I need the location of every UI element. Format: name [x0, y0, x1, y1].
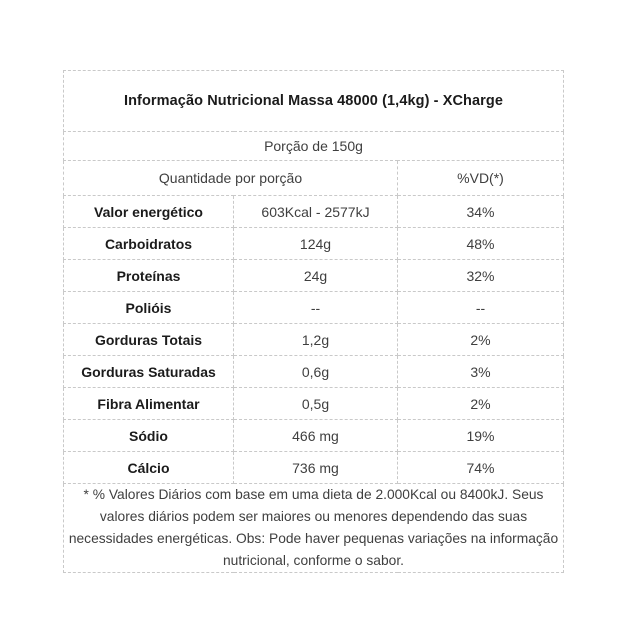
nutrient-label: Valor energético: [64, 196, 234, 228]
nutrient-vd: 2%: [398, 324, 564, 356]
portion-size: Porção de 150g: [64, 132, 564, 161]
table-row: [64, 388, 564, 420]
nutrient-quantity: 736 mg: [234, 452, 398, 484]
nutrient-quantity: 1,2g: [234, 324, 398, 356]
table-title: Informação Nutricional Massa 48000 (1,4kg) - XCharge: [64, 71, 564, 132]
nutrient-label: Sódio: [64, 420, 234, 452]
nutrient-label: Polióis: [64, 292, 234, 324]
column-header-quantity: Quantidade por porção: [64, 161, 398, 196]
nutrient-vd: 48%: [398, 228, 564, 260]
nutrient-label: Proteínas: [64, 260, 234, 292]
table-row: [64, 196, 564, 228]
nutrient-vd: 34%: [398, 196, 564, 228]
nutrient-vd: 74%: [398, 452, 564, 484]
nutrient-quantity: 0,6g: [234, 356, 398, 388]
nutrient-quantity: 0,5g: [234, 388, 398, 420]
nutrient-quantity: 124g: [234, 228, 398, 260]
table-row: [64, 228, 564, 260]
nutrient-vd: 2%: [398, 388, 564, 420]
table-row: [64, 356, 564, 388]
nutrient-quantity: 24g: [234, 260, 398, 292]
table-row: [64, 324, 564, 356]
table-row: [64, 420, 564, 452]
nutrient-quantity: --: [234, 292, 398, 324]
nutrient-label: Gorduras Totais: [64, 324, 234, 356]
nutrition-table: [63, 70, 564, 573]
nutrient-label: Cálcio: [64, 452, 234, 484]
table-row: [64, 452, 564, 484]
nutrient-quantity: 603Kcal - 2577kJ: [234, 196, 398, 228]
nutrient-label: Gorduras Saturadas: [64, 356, 234, 388]
nutrient-label: Fibra Alimentar: [64, 388, 234, 420]
nutrient-quantity: 466 mg: [234, 420, 398, 452]
footnote-row: [64, 484, 564, 573]
column-header-vd: %VD(*): [398, 161, 564, 196]
column-header-row: [64, 161, 564, 196]
nutrient-vd: 32%: [398, 260, 564, 292]
nutrient-label: Carboidratos: [64, 228, 234, 260]
table-row: [64, 260, 564, 292]
daily-values-footnote: * % Valores Diários com base em uma dieta de 2.000Kcal ou 8400kJ. Seus valores diários podem ser maiores ou menores dependendo das suas necessidades energéticas. Obs: Pode haver pequenas variações na informação nutricional, conforme o sabor.: [64, 484, 564, 573]
nutrient-vd: --: [398, 292, 564, 324]
portion-row: [64, 132, 564, 161]
table-row: [64, 292, 564, 324]
nutrient-vd: 3%: [398, 356, 564, 388]
title-row: [64, 71, 564, 132]
nutrient-vd: 19%: [398, 420, 564, 452]
